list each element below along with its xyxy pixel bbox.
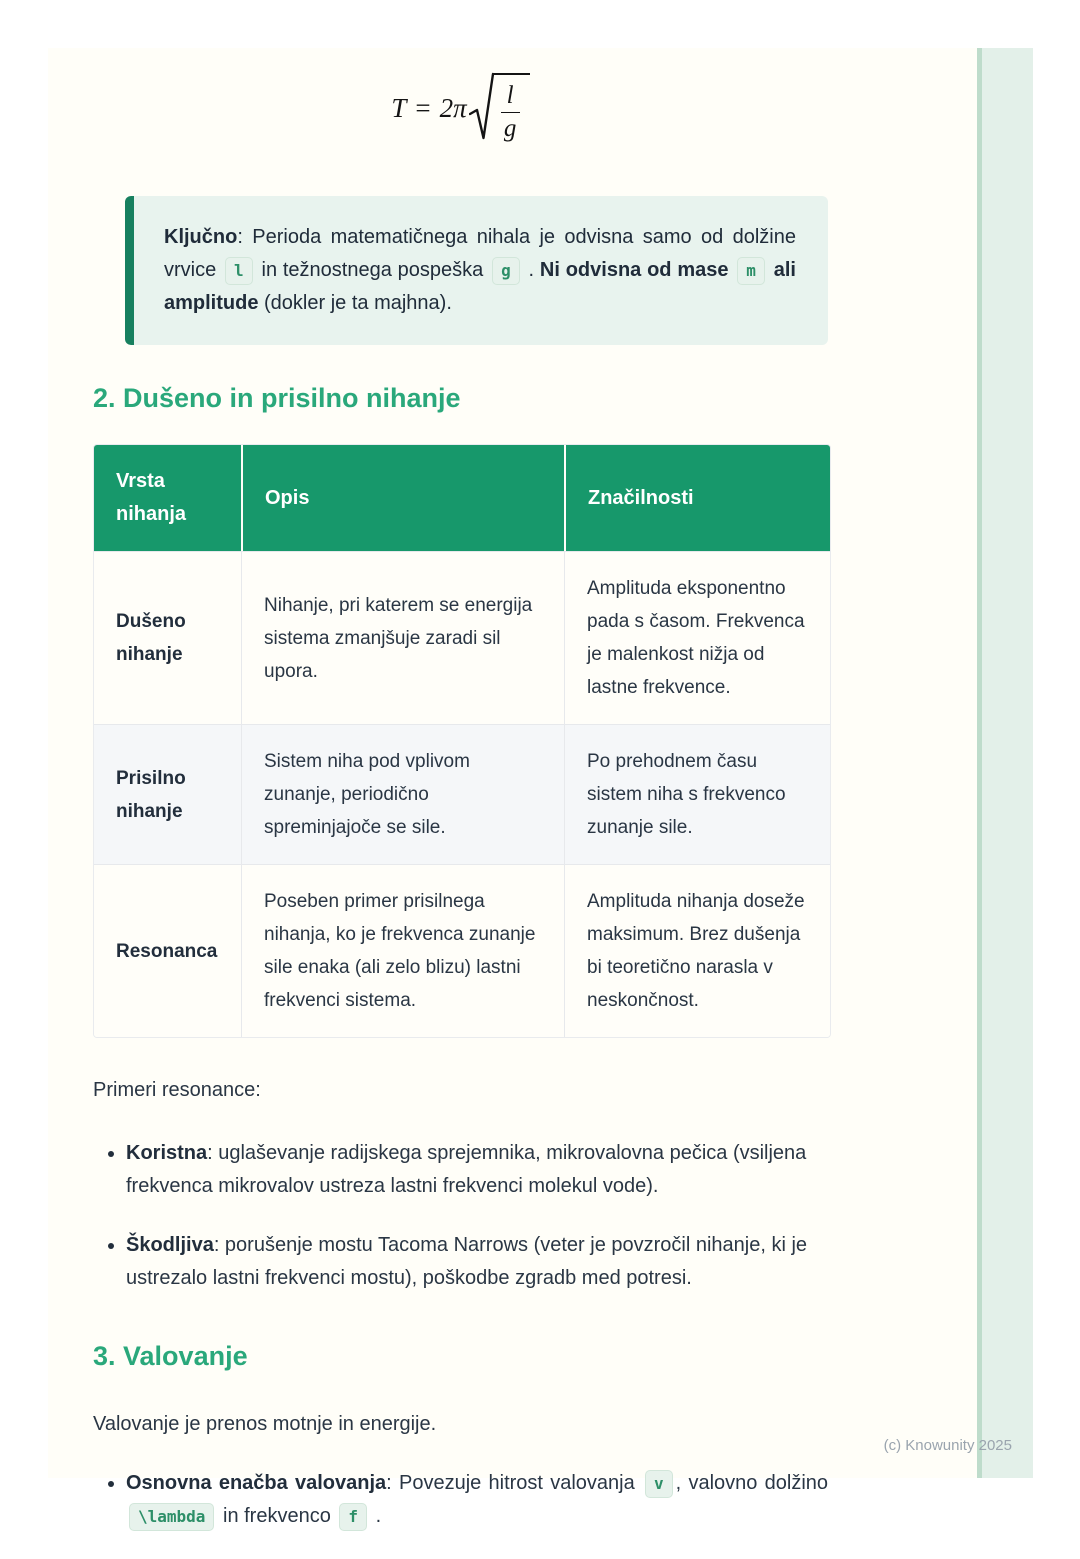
table-row-resonanca [94, 864, 830, 1037]
square-root [469, 72, 530, 144]
wave-text-3: in frekvenco [223, 1505, 331, 1527]
code-badge-lambda: \lambda [129, 1503, 214, 1531]
wave-list [93, 1467, 828, 1533]
table-header-opis: Opis [241, 445, 564, 551]
callout-text-1: : Perioda matematičnega nihala je odvisna samo od dolžine vrvice [164, 226, 796, 281]
callout-text-3: . [528, 259, 535, 281]
callout-bold-1: Ni odvisna od mase [539, 259, 729, 281]
table-row-duseno [94, 551, 830, 724]
list-item-koristna [126, 1137, 828, 1203]
row-duseno-znacilnosti: Amplituda eksponentno pada s časom. Frekvenca je malenkost nižja od lastne frekvence. [564, 551, 830, 724]
formula-lhs: T [391, 92, 407, 123]
row-prisilno-znacilnosti: Po prehodnem času sistem niha s frekvenco zunanje sile. [564, 724, 830, 864]
skodljiva-label: Škodljiva [126, 1234, 214, 1256]
callout-text-4: (dokler je ta majhna). [264, 292, 452, 314]
table-header-row [94, 445, 830, 551]
callout-label: Ključno [164, 226, 238, 248]
koristna-text: : uglaševanje radijskega sprejemnika, mikrovalovna pečica (vsiljena frekvenca mikrovalov ustreza lastni frekvenci molekul vode). [126, 1142, 807, 1197]
page-accent-strip [977, 48, 1033, 1478]
radicand [493, 73, 530, 143]
code-badge-l: l [225, 257, 253, 285]
list-item-skodljiva [126, 1229, 828, 1295]
equals-sign: = [415, 92, 431, 123]
table-header-znacilnosti: Značilnosti [564, 445, 830, 551]
row-duseno-opis: Nihanje, pri katerem se energija sistema zmanjšuje zaradi sil upora. [241, 551, 564, 724]
row-resonanca-znacilnosti: Amplituda nihanja doseže maksimum. Brez dušenja bi teoretično narasla v neskončnost. [564, 864, 830, 1037]
callout-text-2: in težnostnega pospeška [261, 259, 484, 281]
formula-coefficient: 2π [439, 92, 467, 123]
oscillation-table-wrap [93, 444, 831, 1038]
table-header-vrsta-nihanja: Vrsta nihanja [94, 445, 241, 551]
section-heading-2: 2. Dušeno in prisilno nihanje [93, 383, 461, 413]
fraction-denominator: g [503, 115, 517, 142]
row-label-duseno: Dušeno nihanje [94, 551, 241, 724]
document-page [48, 48, 1033, 1527]
code-badge-f: f [339, 1503, 367, 1531]
table-row-prisilno [94, 724, 830, 864]
key-point-callout [125, 196, 828, 345]
page-content [93, 48, 828, 1559]
row-prisilno-opis: Sistem niha pod vplivom zunanje, periodično spreminjajoče se sile. [241, 724, 564, 864]
resonance-intro: Primeri resonance: [93, 1079, 261, 1101]
radical-sign-icon [469, 72, 495, 144]
wave-text-1: : Povezuje hitrost valovanja [386, 1472, 635, 1494]
code-badge-v: v [645, 1470, 673, 1498]
koristna-label: Koristna [126, 1142, 208, 1164]
row-label-resonanca: Resonanca [94, 864, 241, 1037]
code-badge-g: g [492, 257, 520, 285]
wave-text-4: . [375, 1505, 382, 1527]
fraction [501, 82, 520, 143]
row-label-prisilno: Prisilno nihanje [94, 724, 241, 864]
row-resonanca-opis: Poseben primer prisilnega nihanja, ko je frekvenca zunanje sile enaka (ali zelo blizu) lastni frekvenci sistema. [241, 864, 564, 1037]
wave-intro: Valovanje je prenos motnje in energije. [93, 1413, 437, 1435]
fraction-numerator: l [501, 82, 520, 113]
pendulum-period-formula [93, 48, 828, 160]
resonance-list [93, 1137, 828, 1295]
wave-text-2: , valovno dolžino [675, 1472, 829, 1494]
formula-expression [391, 72, 529, 144]
callout-bold-2: ali amplitude [164, 259, 796, 314]
code-badge-m: m [737, 257, 765, 285]
oscillation-table [94, 445, 830, 1037]
section-heading-3: 3. Valovanje [93, 1341, 248, 1371]
copyright-notice: (c) Knowunity 2025 [883, 1437, 1012, 1454]
list-item-wave-equation [126, 1467, 828, 1533]
skodljiva-text: : porušenje mostu Tacoma Narrows (veter je povzročil nihanje, ki je ustrezalo lastni frekvenci mostu), poškodbe zgradb med potresi. [126, 1234, 808, 1289]
wave-equation-label: Osnovna enačba valovanja [126, 1472, 387, 1494]
